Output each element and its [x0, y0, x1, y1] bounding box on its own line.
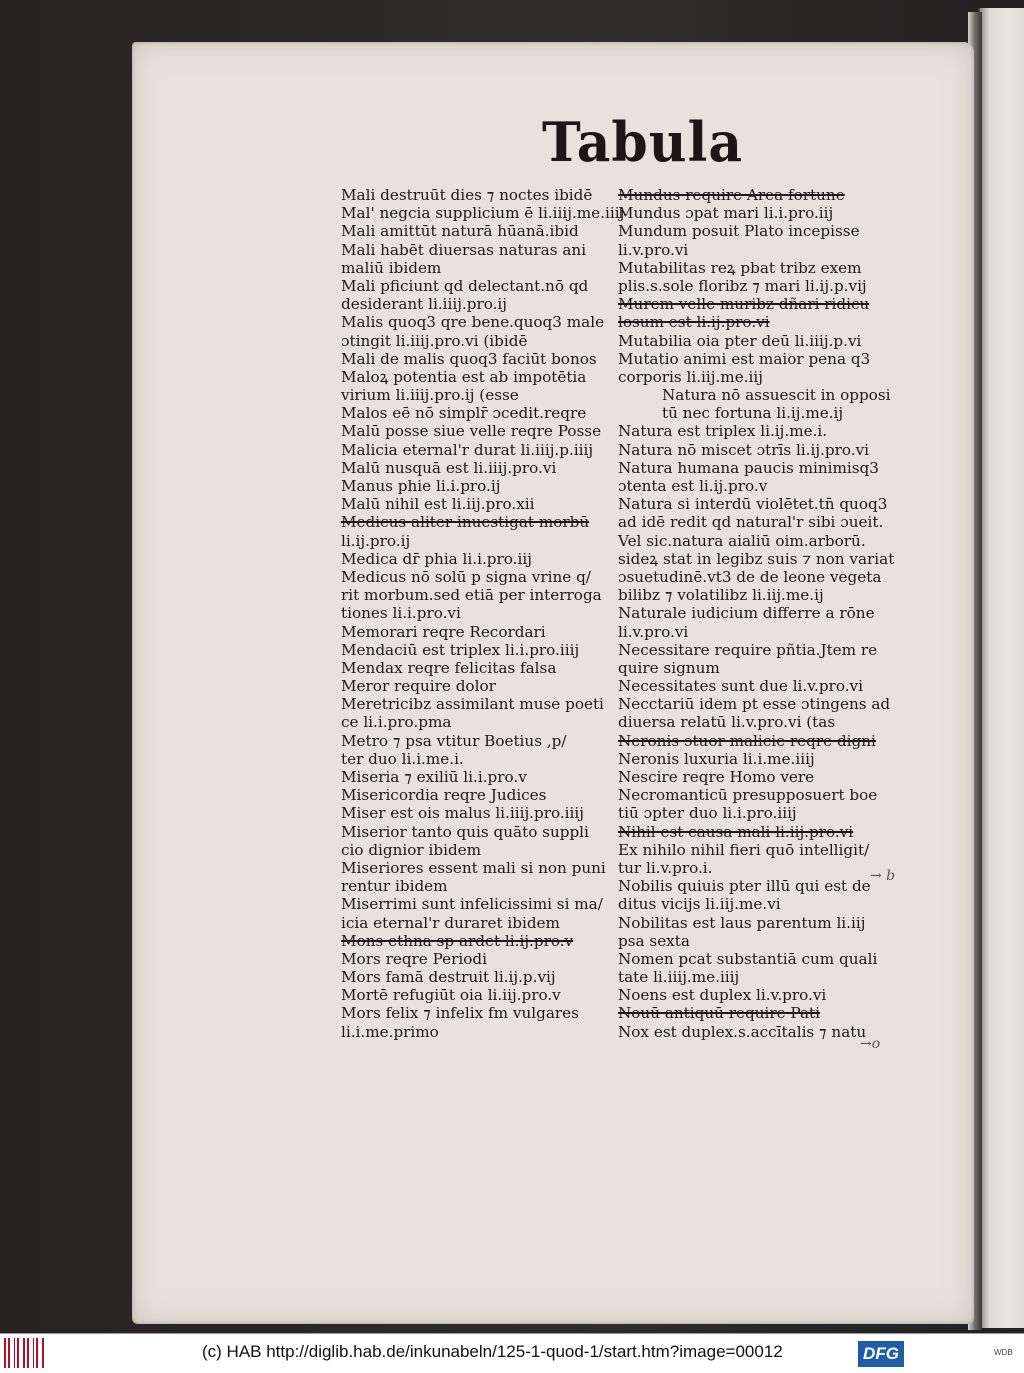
dfg-logo-icon[interactable]: DFG	[858, 1341, 904, 1367]
text-line	[341, 459, 625, 477]
text-line	[618, 186, 880, 204]
text-line-content: li.ij.pro.ij	[341, 531, 411, 550]
text-line-content: Maloꝝ potentia est ab impotētia	[341, 367, 587, 386]
text-line	[341, 1004, 625, 1022]
text-line-content: Nobilitas est laus parentum li.iij	[618, 913, 866, 932]
text-line	[341, 241, 625, 259]
text-line	[341, 277, 625, 295]
text-line	[341, 641, 625, 659]
text-line-content: ad idē redit qd natural'r sibi ɔueit.	[618, 513, 884, 532]
text-line-content: Naturale iudicium differre a rōne	[618, 604, 875, 623]
text-line	[618, 768, 880, 786]
text-line-content: ce li.i.pro.pma	[341, 713, 452, 732]
text-line-content: Natura humana paucis minimisq3	[618, 458, 879, 477]
text-line	[618, 422, 880, 440]
text-line-content: Malicia eternal'r durat li.iiij.p.iiij	[341, 440, 594, 459]
text-line	[618, 932, 880, 950]
text-line-content: Ex nihilo nihil fieri quō intelligit/	[618, 840, 870, 859]
text-line-content: Miserrimi sunt infelicissimi si ma/	[341, 895, 603, 914]
text-line	[618, 604, 880, 622]
text-line	[341, 222, 625, 240]
text-line	[341, 623, 625, 641]
text-line-content: quire signum	[618, 658, 720, 677]
text-line	[618, 1023, 880, 1041]
text-line	[618, 823, 880, 841]
text-line	[618, 986, 880, 1004]
right-text-column	[618, 186, 895, 1041]
text-line-content: ɔtenta est li.ij.pro.v	[618, 477, 768, 495]
text-line	[618, 568, 880, 586]
text-line-content: li.i.me.primo	[341, 1022, 439, 1041]
text-line-content: Mal' negcia supplicium ē li.iiij.me.iiij	[341, 204, 625, 223]
text-line-content: Mali pficiunt qd delectant.nō qd	[341, 276, 589, 295]
text-line-content: ditus vicijs li.iij.me.vi	[618, 895, 781, 914]
text-line	[618, 968, 880, 986]
text-line-content: Malos eē nō simplr̄ ɔcedit.reqre	[341, 404, 587, 423]
text-line	[618, 623, 880, 641]
text-line	[618, 695, 891, 714]
text-line-content: Natura nō miscet ɔtrīs li.ij.pro.vi	[618, 440, 870, 459]
text-line-content: diuersa relatū li.v.pro.vi (tas	[618, 713, 836, 732]
text-line	[341, 732, 625, 750]
text-line-content: Misericordia reqre Judices	[341, 786, 547, 805]
text-line	[341, 677, 625, 695]
text-line	[341, 259, 625, 277]
text-line-content: Mortē refugiūt oia li.iij.pro.v	[341, 986, 561, 1005]
text-line	[341, 823, 625, 841]
text-line-content: icia eternal'r duraret ibidem	[341, 913, 560, 932]
text-line-content: Medicus aliter inuestigat morbū	[341, 513, 590, 532]
text-line-content: Necromanticū presupposuert boe	[618, 786, 878, 805]
text-line-content: tiones li.i.pro.vi	[341, 604, 461, 623]
text-line-content: Medicus nō solū p signa vrine q/	[341, 567, 591, 586]
text-line-content: Medica dr̄ phia li.i.pro.iij	[341, 549, 532, 568]
text-line-content: plis.s.sole floribz ⁊ mari li.ij.p.vij	[618, 276, 867, 295]
text-line	[341, 841, 625, 859]
text-line-content: Mali amittūt naturā hūanā.ibid	[341, 222, 579, 241]
text-line	[341, 895, 625, 913]
wdb-mark: WDB	[994, 1348, 1013, 1357]
text-line	[618, 532, 880, 550]
text-line	[618, 204, 880, 222]
text-line	[618, 222, 880, 240]
text-line	[618, 404, 880, 422]
text-line	[618, 1004, 880, 1022]
text-line	[618, 459, 880, 477]
text-line	[618, 677, 880, 695]
text-line-content: Natura si interdū violētet.tn̄ quoq3	[618, 495, 888, 514]
text-line-content: Malū nihil est li.iij.pro.xii	[341, 495, 535, 514]
text-line-content: tū nec fortuna li.ij.me.ij	[662, 404, 844, 423]
text-line	[341, 404, 625, 422]
adjacent-page-edge	[978, 8, 1024, 1328]
text-line	[341, 750, 625, 768]
text-line-content: Nihil est causa mali li.iij.pro.vi	[618, 822, 854, 841]
text-line	[341, 313, 625, 331]
text-line	[341, 659, 625, 677]
text-line-content: Necessitare require pñtia.Jtem re	[618, 640, 878, 659]
hab-logo-icon	[4, 1338, 44, 1368]
text-line-content: Mutatio animi est maior pena q3	[618, 349, 871, 368]
text-line-content: Miseriores essent mali si non puni	[341, 858, 606, 877]
text-line	[341, 186, 625, 204]
text-line	[341, 914, 625, 932]
text-line	[618, 386, 891, 405]
text-line-content: Meretricibz assimilant muse poeti	[341, 695, 604, 714]
text-line	[618, 549, 895, 568]
text-line-content: Necessitates sunt due li.v.pro.vi	[618, 677, 863, 696]
text-line	[618, 859, 880, 877]
text-line-content: losum est li.ij.pro.vi	[618, 313, 770, 332]
text-line-content: Malis quoq3 qre bene.quoq3 male	[341, 313, 605, 332]
text-line-content: ɔsuetudinē.vt3 de de leone vegeta	[618, 567, 882, 586]
text-line-content: ter duo li.i.me.i.	[341, 749, 464, 768]
text-line-content: tiū ɔpter duo li.i.pro.iiij	[618, 804, 797, 823]
text-line	[341, 477, 625, 495]
text-line-content: rentur ibidem	[341, 877, 448, 896]
text-line-content: ɔtingit li.iiij.pro.vi (ibidē	[341, 331, 528, 350]
text-line	[341, 604, 625, 622]
text-line-content: virium li.iiij.pro.ij (esse	[341, 386, 519, 405]
text-line	[618, 441, 880, 459]
text-line-content: Neronis luxuria li.i.me.iiij	[618, 749, 815, 768]
text-line	[341, 332, 625, 350]
text-line-content: Murem velle muribz dñari ridicu	[618, 295, 870, 314]
text-line	[341, 586, 625, 604]
text-line	[618, 477, 880, 495]
text-line	[618, 732, 880, 750]
text-line	[618, 659, 880, 677]
text-line	[618, 368, 880, 386]
text-line	[618, 786, 880, 804]
text-line	[341, 422, 625, 440]
text-line	[618, 313, 880, 331]
text-line-content: Malū posse siue velle reqre Posse	[341, 422, 602, 441]
text-line-content: rit morbum.sed etiā per interroga	[341, 586, 602, 605]
text-line-content: Necctariū idem pt esse ɔtingens ad	[618, 695, 891, 714]
text-line-content: Miseria ⁊ exiliū li.i.pro.v	[341, 768, 527, 786]
text-line	[341, 877, 625, 895]
text-line	[341, 513, 625, 531]
text-line-content: Mons ethna sp ardet li.ij.pro.v	[341, 931, 574, 950]
text-line-content: Meror require dolor	[341, 677, 496, 696]
text-line	[341, 532, 625, 550]
text-line-content: Mendax reqre felicitas falsa	[341, 658, 557, 677]
text-line	[618, 241, 880, 259]
text-line	[618, 586, 880, 604]
text-line	[618, 804, 880, 822]
text-line-content: li.v.pro.vi	[618, 622, 689, 641]
text-line-content: li.v.pro.vi	[618, 240, 689, 259]
text-line	[341, 804, 625, 822]
text-line-content: tate li.iiij.me.iiij	[618, 968, 740, 987]
text-line	[618, 513, 884, 532]
text-line	[618, 495, 888, 514]
text-line	[341, 441, 625, 459]
text-line	[618, 841, 880, 859]
text-line-content: Mutabilia oia pter deū li.iiij.p.vi	[618, 331, 862, 350]
text-line	[618, 332, 880, 350]
text-line-content: Miser est ois malus li.iiij.pro.iiij	[341, 804, 584, 823]
text-line-content: Mutabilitas reꝝ pbat tribz exem	[618, 258, 862, 277]
text-line	[618, 895, 880, 913]
text-line	[618, 713, 880, 731]
text-line-content: Noens est duplex li.v.pro.vi	[618, 986, 827, 1005]
text-line	[341, 568, 625, 586]
text-line-content: Nouū antiquū require Pati	[618, 1004, 820, 1023]
text-line-content: Mali de malis quoq3 faciūt bonos	[341, 349, 597, 368]
text-line	[341, 550, 625, 568]
text-line-content: bilibz ⁊ volatilibz li.iij.me.ij	[618, 586, 824, 605]
text-line	[618, 950, 880, 968]
text-line	[341, 204, 625, 222]
text-line-content: Mors reqre Periodi	[341, 949, 487, 968]
text-line	[341, 695, 625, 713]
margin-note: → b	[870, 868, 896, 884]
text-line	[618, 641, 880, 659]
text-line	[341, 859, 625, 877]
text-line-content: Mendaciū est triplex li.i.pro.iiij	[341, 640, 580, 659]
text-line-content: Vel sic.natura aialiū oim.arborū.	[618, 531, 866, 550]
text-line	[341, 986, 625, 1004]
text-line	[341, 713, 625, 731]
text-line	[341, 295, 625, 313]
text-line-content: Mali habēt diuersas naturas ani	[341, 240, 587, 259]
text-line	[618, 277, 880, 295]
text-line	[341, 1023, 625, 1041]
text-line-content: Mali destruūt dies ⁊ noctes ibidē	[341, 186, 593, 204]
text-line	[341, 950, 625, 968]
text-line	[341, 495, 625, 513]
text-line-content: Miserior tanto quis quāto suppli	[341, 822, 589, 841]
text-line	[341, 368, 625, 386]
text-line-content: Nescire reqre Homo vere	[618, 768, 815, 786]
text-line	[618, 295, 880, 313]
text-line-content: Nobilis quiuis pter illū qui est de	[618, 877, 871, 896]
text-line	[618, 914, 880, 932]
text-line-content: maliū ibidem	[341, 258, 442, 277]
text-line-content: Neronis ɔtuor malicie reqre digni	[618, 731, 876, 750]
text-line	[341, 768, 625, 786]
text-line-content: tur li.v.pro.i.	[618, 858, 713, 877]
text-line	[618, 259, 880, 277]
text-line-content: Mors felix ⁊ infelix fm vulgares	[341, 1004, 579, 1023]
text-line	[341, 350, 625, 368]
text-line-content: Malū nusquā est li.iiij.pro.vi	[341, 458, 557, 477]
text-line	[618, 350, 880, 368]
text-line-content: Mundum posuit Plato incepisse	[618, 222, 860, 241]
text-line-content: Manus phie li.i.pro.ij	[341, 477, 501, 495]
text-line	[341, 786, 625, 804]
copyright-link[interactable]: (c) HAB http://diglib.hab.de/inkunabeln/125-1-quod-1/start.htm?image=00012	[202, 1342, 783, 1361]
text-line-content: Natura est triplex li.ij.me.i.	[618, 422, 828, 441]
text-line-content: Nomen pcat substantiā cum quali	[618, 949, 878, 968]
text-line-content: Mundus require Area fortune	[618, 186, 845, 204]
text-line-content: Nox est duplex.s.accītalis ⁊ natu	[618, 1022, 867, 1041]
text-line	[341, 968, 625, 986]
text-line-content: psa sexta	[618, 931, 690, 950]
text-line-content: Mors famā destruit li.ij.p.vij	[341, 968, 556, 987]
margin-note: →o	[860, 1036, 881, 1052]
text-line-content: corporis li.iij.me.iij	[618, 367, 763, 386]
text-line	[341, 386, 625, 404]
left-text-column	[341, 186, 625, 1041]
text-line-content: Memorari reqre Recordari	[341, 622, 546, 641]
text-line-content: sideꝝ stat in legibz suis ⁊ non variat	[618, 549, 895, 568]
text-line	[341, 932, 625, 950]
text-line-content: desiderant li.iiij.pro.ij	[341, 295, 508, 314]
footer-bar	[0, 1333, 1024, 1373]
text-line	[618, 750, 880, 768]
text-line-content: Mundus ɔpat mari li.i.pro.iij	[618, 204, 834, 223]
page-title: Tabula	[542, 110, 744, 175]
text-line	[618, 877, 880, 895]
text-line-content: Metro ⁊ psa vtitur Boetius ,p/	[341, 731, 567, 750]
text-line-content: Natura nō assuescit in opposi	[662, 386, 891, 405]
text-line-content: cio dignior ibidem	[341, 840, 482, 859]
